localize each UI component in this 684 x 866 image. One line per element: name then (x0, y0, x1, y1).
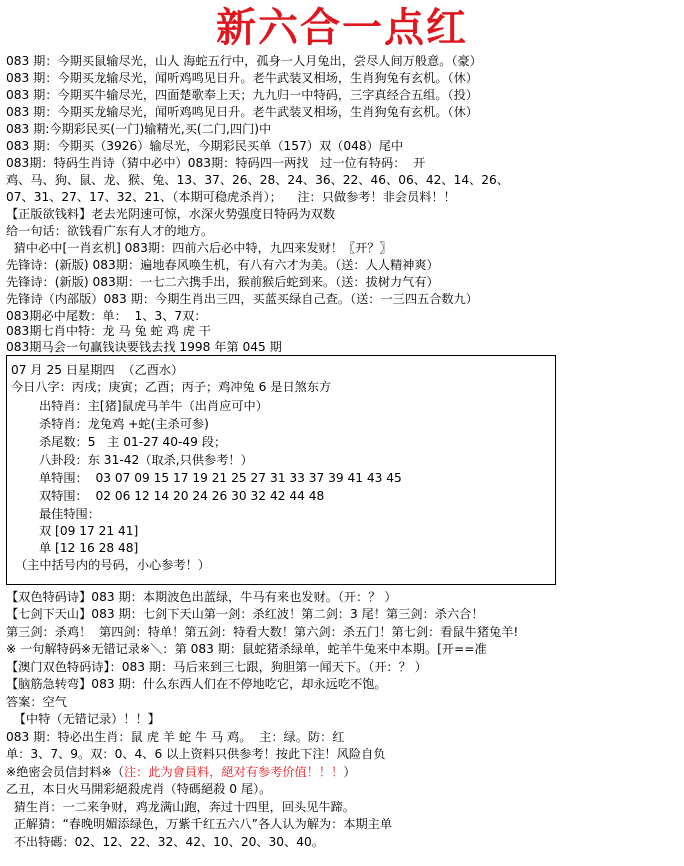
text-line: 先锋诗：(新版) 083期：遍地春风唤生机，有八有六才为美。（送：人人精神爽） (6, 258, 439, 272)
box-line: 杀特肖：龙兔鸡 +蛇(主杀可参) (39, 417, 209, 431)
box-line: 双 [09 17 21 41] (39, 524, 139, 538)
box-line: 八卦段：东 31-42（取杀,只供参考！） (39, 453, 253, 467)
text-line: 【正版欲钱料】老去光阴速可惊，水深火势强度日特码为双数 (6, 207, 336, 221)
text-line: 给一句话：欲钱看广东有人才的地方。 (6, 224, 214, 238)
text-line: 【澳门双色特码诗】：083 期：马后来到三七跟，狗胆第一闻天下。（开：？ ） (6, 660, 427, 674)
box-line: 出特肖：主[猪]鼠虎马羊牛（出肖应可中） (39, 399, 268, 413)
text-line: 猜中必中[一肖玄机] 083期：四前六后必中特，九四来发财！〖开？〗 (6, 241, 392, 255)
text-line: 【脑筋急转弯】083 期：什么东西人们在不停地吃它，却永远吃不饱。 (6, 677, 387, 691)
text-line: 083 期：今期买牛输尽光，四面楚歌奉上天；九九归一中特码，三字真经合五组。（投） (6, 88, 478, 102)
text-line: 鸡、马、狗、鼠、龙、猴、兔、13、37、26、28、24、36、22、46、06、42、14、26、 (6, 173, 509, 187)
text-line: 【七剑下天山】083 期：七剑下天山第一剑：杀红波！第二剑：3 尾！第三剑：杀六合！ (6, 607, 484, 621)
text-line: 083期必中尾数：单： 1、3、7双： (6, 309, 207, 323)
text-line: 单：3、7、9。双：0、4、6 以上资料只供参考！按此下注！风险自负 (6, 747, 386, 761)
text-line: 【双色特码诗】083 期：本期波色出蓝绿，牛马有来也发财。（开：？ ） (6, 590, 397, 604)
text-line: 先锋诗：(新版) 083期：一七二六携手出，猴前猴后蛇到来。（送：拔树力气有） (6, 275, 439, 289)
text-line: 083 期：今期买龙输尽光，闻听鸡鸣见日升。老牛武装叉相场，生肖狗兔有玄机。（休） (6, 105, 478, 119)
box-line: 今日八字：丙戌；庚寅；乙酉；丙子；鸡冲兔 6 是日煞东方 (11, 380, 332, 394)
member-note-close: ） (343, 765, 356, 779)
text-line: 083期：特码生肖诗（猜中必中）083期：特码四一两找 过一位有特码： 开 (6, 156, 426, 170)
box-line: 双特围： 02 06 12 14 20 24 26 30 32 42 44 48 (39, 489, 325, 503)
text-line: 第三剑：杀鸡！ 第四剑：特单！第五剑：特看大数！第六剑：杀五门！第七剑：看鼠牛猪兔羊! (6, 625, 519, 639)
text-line: 【中特（无错记录）！！】 (6, 712, 160, 726)
text-line: 乙丑，本日火马開彩絕殺虎肖（特碼絕殺 0 尾）。 (6, 782, 272, 796)
page-title: 新六合一点红 (216, 4, 468, 51)
text-line: 答案：空气 (6, 695, 67, 709)
box-line: 07 月 25 日星期四 （乙酉水） (11, 363, 184, 377)
text-line: 083 期：今期买龙输尽光，闻听鸡鸣见日升。老牛武装叉相场，生肖狗兔有玄机。（休） (6, 71, 478, 85)
text-line: 083 期：今期买鼠输尽光，山人 海蛇五行中，孤身一人月兔出，尝尽人间万般意。（豪） (6, 54, 482, 68)
box-line: 杀尾数：5 主 01-27 40-49 段； (39, 435, 227, 449)
box-line: 最佳特围： (39, 507, 100, 521)
member-note-warning: 注：此为會員料，絕对有参考价值！！！ (123, 765, 344, 779)
box-line: 单 [12 16 28 48] (39, 541, 139, 555)
box-line: （主中括号内的号码，小心参考！） (15, 558, 210, 572)
text-line: ※ 一句解特码※无错记录※＼：第 083 期：鼠蛇猪杀绿单，蛇羊牛兔来中本期。[开==准 (6, 642, 487, 656)
forecast-box (6, 355, 556, 585)
text-line: 07、31、27、17、32、21、（本期可稳虎杀肖）； 注：只做参考！非会员料！！ (6, 190, 456, 204)
text-line: 083 期:今期彩民买(一门)输精光,买(二门,四门)中 (6, 122, 272, 136)
text-line: 先锋诗（内部版）083 期：今期生肖出三四，买蓝买绿自己查。（送：一三四五合数九） (6, 292, 478, 306)
member-note-line (6, 764, 356, 781)
text-line: 正解猜：“春晚明媚添绿色，万紫千红五六八”各人认为解为：本期主单 (6, 817, 393, 831)
text-line: 083 期：今期买（3926）输尽光，今期彩民买单（157）双（048）尾中 (6, 139, 404, 153)
member-note-label: ※绝密会员信封料※（ (6, 765, 124, 779)
text-line: 083期马会一句赢钱诀要钱去找 1998 年第 045 期 (6, 340, 282, 354)
text-line: 猜生肖：一二来争财，鸡龙满山跑，奔过十四里，回头见牛蹄。 (6, 800, 355, 814)
text-line: 不出特碼：02、12、22、32、42、10、20、30、40。 (6, 835, 324, 849)
box-line: 单特围： 03 07 09 15 17 19 21 25 27 31 33 37 39 41 43 45 (39, 471, 402, 485)
text-line: 083期七肖中特：龙 马 兔 蛇 鸡 虎 干 (6, 324, 211, 338)
text-line: 083 期：特必出生肖：鼠 虎 羊 蛇 牛 马 鸡。 主：绿。防：红 (6, 730, 345, 744)
